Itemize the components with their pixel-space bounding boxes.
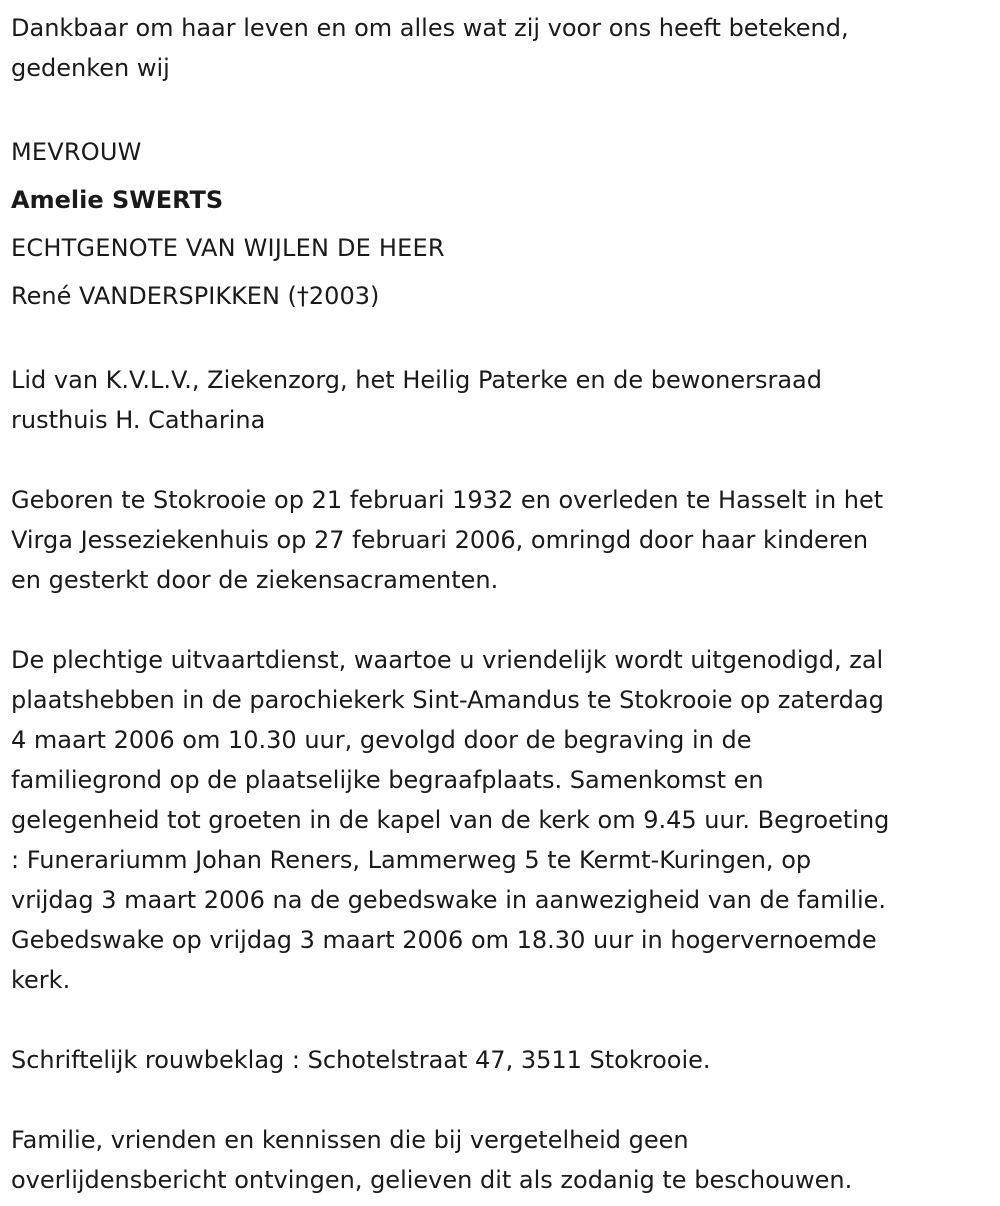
funeral-line: gelegenheid tot groeten in de kapel van de kerk om 9.45 uur. Begroeting [11, 806, 890, 834]
salutation: MEVROUW [11, 138, 142, 166]
funeral-line: kerk. [11, 966, 71, 994]
birth-death-line: en gesterkt door de ziekensacramenten. [11, 566, 499, 594]
birth-death-line: Geboren te Stokrooie op 21 februari 1932 en overleden te Hasselt in het [11, 486, 884, 514]
intro-line: Dankbaar om haar leven en om alles wat zij voor ons heeft betekend, [11, 14, 849, 42]
closing-line: overlijdensbericht ontvingen, gelieven dit als zodanig te beschouwen. [11, 1166, 853, 1194]
funeral-line: plaatshebben in de parochiekerk Sint-Amandus te Stokrooie op zaterdag [11, 686, 884, 714]
spacer [11, 1000, 988, 1040]
membership-paragraph [11, 360, 988, 440]
spacer [11, 600, 988, 640]
person-block [11, 128, 988, 320]
intro-paragraph [11, 8, 988, 88]
membership-line: Lid van K.V.L.V., Ziekenzorg, het Heilig Paterke en de bewonersraad [11, 366, 822, 394]
closing-line: Familie, vrienden en kennissen die bij vergetelheid geen [11, 1126, 689, 1154]
closing-paragraph [11, 1120, 988, 1200]
funeral-line: 4 maart 2006 om 10.30 uur, gevolgd door de begraving in de [11, 726, 752, 754]
spouse-name: René VANDERSPIKKEN (†2003) [11, 282, 380, 310]
intro-line: gedenken wij [11, 54, 170, 82]
funeral-line: : Funerariumm Johan Reners, Lammerweg 5 te Kermt-Kuringen, op [11, 846, 812, 874]
funeral-line: Gebedswake op vrijdag 3 maart 2006 om 18.30 uur in hogervernoemde [11, 926, 877, 954]
birth-death-paragraph [11, 480, 988, 600]
funeral-line: vrijdag 3 maart 2006 na de gebedswake in aanwezigheid van de familie. [11, 886, 887, 914]
relation-line: ECHTGENOTE VAN WIJLEN DE HEER [11, 234, 445, 262]
funeral-line: familiegrond op de plaatselijke begraafplaats. Samenkomst en [11, 766, 764, 794]
deceased-name: Amelie SWERTS [11, 186, 224, 214]
spacer [11, 1080, 988, 1120]
spacer [11, 320, 988, 360]
funeral-paragraph [11, 640, 988, 1000]
spacer [11, 440, 988, 480]
birth-death-line: Virga Jesseziekenhuis op 27 februari 2006, omringd door haar kinderen [11, 526, 869, 554]
funeral-line: De plechtige uitvaartdienst, waartoe u vriendelijk wordt uitgenodigd, zal [11, 646, 884, 674]
membership-line: rusthuis H. Catharina [11, 406, 266, 434]
condolence-line: Schriftelijk rouwbeklag : Schotelstraat 47, 3511 Stokrooie. [11, 1046, 711, 1074]
condolence-paragraph [11, 1040, 988, 1080]
spacer [11, 88, 988, 128]
